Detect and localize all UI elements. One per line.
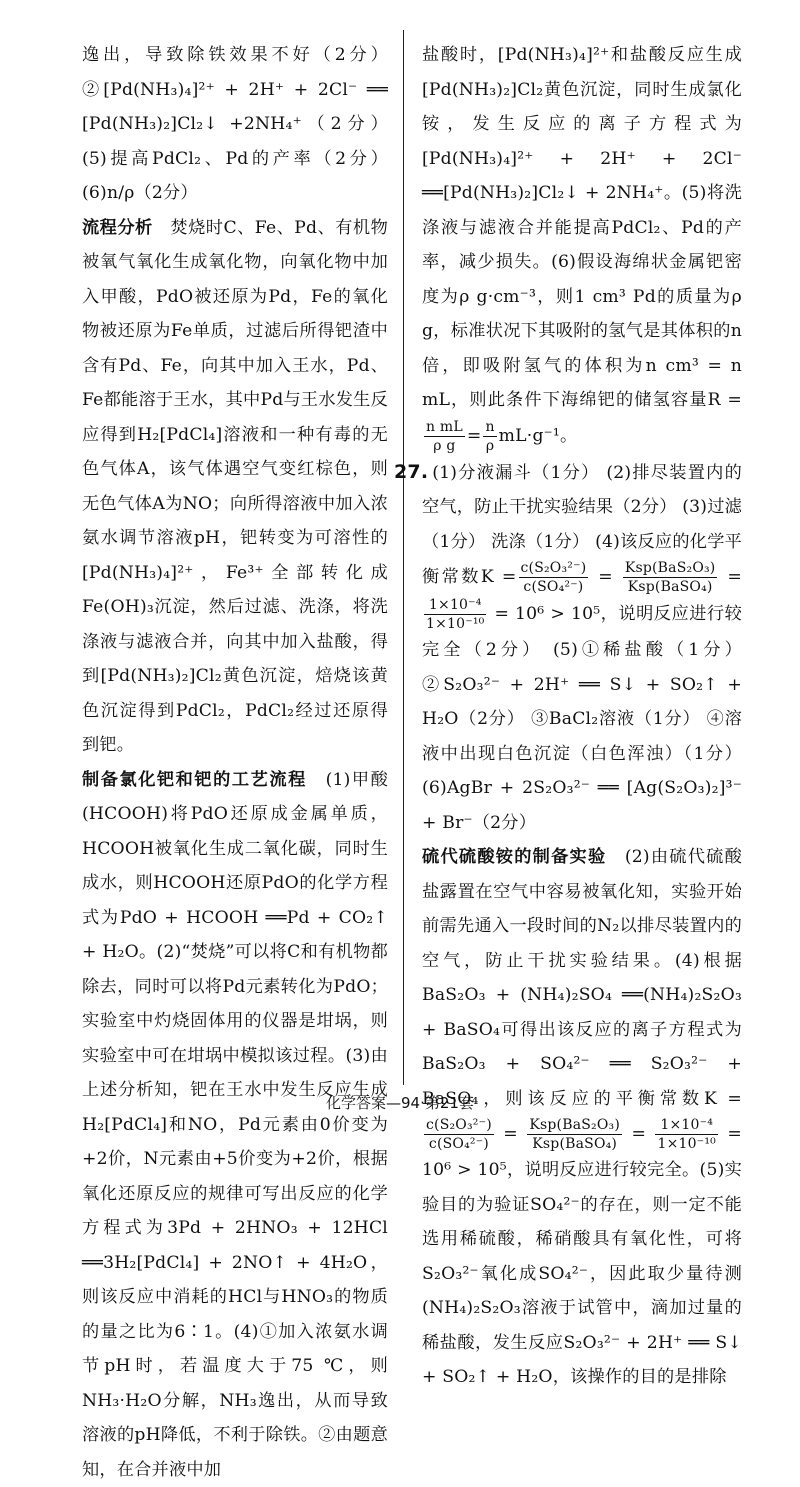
thiosulfate-heading: 硫代硫酸铵的制备实验 (422, 847, 606, 867)
answer-continuation: 逸出，导致除铁效果不好（2分） ②[Pd(NH₃)₄]²⁺ + 2H⁺ + 2Cl⁻ ══ [Pd(NH₃)₂]Cl₂↓ +2NH₄⁺（2分） (5)提高PdCl₂、Pd的产率（2分） (6)n/ρ（2分） (82, 38, 388, 211)
flow-analysis-heading: 流程分析 (82, 218, 153, 238)
flow-analysis-text: 焚烧时C、Fe、Pd、有机物被氧气氧化生成氧化物，向氧化物中加入甲酸，PdO被还原为Pd，Fe的氧化物被还原为Fe单质，过滤后所得钯渣中含有Pd、Fe，向其中加入王水，Pd、Fe都能溶于王水，其中Pd与王水发生反应得到H₂[PdCl₄]溶液和一种有毒的无色气体A，该气体遇空气变红棕色，则无色气体A为NO；向所得溶液中加入浓氨水调节溶液pH，钯转变为可溶性的[Pd(NH₃)₄]²⁺，Fe³⁺全部转化成Fe(OH)₃沉淀，然后过滤、洗涤，将洗涤液与滤液合并，向其中加入盐酸，得到[Pd(NH₃)₂]Cl₂黄色沉淀，焙烧该黄色沉淀得到PdCl₂，PdCl₂经过还原得到钯。 (82, 218, 388, 756)
process-paragraph (82, 763, 388, 1487)
fraction-numerator: 1×10⁻⁴ (424, 596, 486, 615)
thiosulfate-text-continued: = 10⁶ > 10⁵，说明反应进行较完全。(5)实验目的为验证SO₄²⁻的存在，则一定不能选用稀硫酸，稀硝酸具有氧化性，可将S₂O₃²⁻氧化成SO₄²⁻，因此取少量待测(NH₄)₂S₂O₃溶液于试管中，滴加过量的稀盐酸，发生反应S₂O₃²⁻ + 2H⁺ ══ S↓ + SO₂↑ + H₂O，该操作的目的是排除 (422, 1124, 742, 1387)
fraction-denominator: 1×10⁻¹⁰ (424, 615, 486, 633)
process-text: (1)甲酸(HCOOH)将PdO还原成金属单质，HCOOH被氧化生成二氧化碳，同时生成水，则HCOOH还原PdO的化学方程式为PdO + HCOOH ══Pd + CO₂↑ + H₂O。(2)“焚烧”可以将C和有机物都除去，同时可以将Pd元素转化为PdO；实验室中灼烧固体用的仪器是坩埚，则实验室中可在坩埚中模拟该过程。(3)由上述分析知，钯在王水中发生反应生成H₂[PdCl₄]和NO，Pd元素由0价变为+2价，N元素由+5价变为+2价，根据氧化还原反应的规律可写出反应的化学方程式为3Pd + 2HNO₃ + 12HCl ══3H₂[PdCl₄] + 2NO↑ + 4H₂O，则该反应中消耗的HCl与HNO₃的物质的量之比为6∶1。(4)①加入浓氨水调节pH时，若温度大于75 ℃，则NH₃·H₂O分解，NH₃逸出，从而导致溶液的pH降低，不利于除铁。②由题意知，在合并液中加 (82, 770, 388, 1480)
fraction-numerator: Ksp(BaS₂O₃) (623, 559, 718, 578)
fraction-denominator: 1×10⁻¹⁰ (655, 1135, 717, 1153)
unit-text: mL·g⁻¹。 (499, 426, 578, 446)
process-heading: 制备氯化钯和钯的工艺流程 (82, 770, 307, 790)
k-fraction-concentration (519, 559, 589, 596)
question-27-text-continued: = 10⁶ > 10⁵，说明反应进行较完全（2分） (5)①稀盐酸（1分） ②S₂O₃²⁻ + 2H⁺ ══ S↓ + SO₂↑ + H₂O（2分） ③BaCl₂溶液（1分） ④溶液中出现白色沉淀（白色浑浊）（1分） (6)AgBr + 2S₂O₃²⁻ ══ [Ag(S₂O₃)₂]³⁻ + Br⁻（2分） (422, 604, 742, 833)
capacity-fraction-2 (483, 418, 496, 455)
fraction-numerator: c(S₂O₃²⁻) (519, 559, 589, 578)
continuation-text: 盐酸时，[Pd(NH₃)₄]²⁺和盐酸反应生成[Pd(NH₃)₂]Cl₂黄色沉淀，同时生成氯化铵，发生反应的离子方程式为[Pd(NH₃)₄]²⁺ + 2H⁺ + 2Cl⁻ ══[Pd(NH₃)₂]Cl₂↓ + 2NH₄⁺。(5)将洗涤液与滤液合并能提高PdCl₂、Pd的产率，减少损失。(6)假设海绵状金属钯密度为ρ g·cm⁻³，则1 cm³ Pd的质量为ρ g，标准状况下其吸附的氢气是其体积的n倍，即吸附氢气的体积为n cm³ = n mL，则此条件下海绵钯的储氢容量R = (422, 45, 742, 410)
page-footer: 化学答案—94·第21套 (0, 1092, 800, 1113)
thiosulfate-text: (2)由硫代硫酸盐露置在空气中容易被氧化知，实验开始前需先通入一段时间的N₂以排尽装置内的空气，防止干扰实验结果。(4)根据BaS₂O₃ + (NH₄)₂SO₄ ══(NH₄)₂S₂O₃ + BaSO₄可得出该反应的离子方程式为BaS₂O₃ + SO₄²⁻ ══ S₂O₃²⁻ + BaSO₄，则该反应的平衡常数K = (422, 847, 742, 1109)
fraction-denominator: c(SO₄²⁻) (519, 578, 589, 596)
fraction-numerator: 1×10⁻⁴ (655, 1116, 717, 1135)
column-divider (403, 30, 404, 1085)
k-fraction-ksp (623, 559, 718, 596)
question-number: 27. (394, 461, 428, 483)
equals-sign: = (467, 426, 482, 446)
question-27: 27. (1)分液漏斗（1分） (2)排尽装置内的空气，防止干扰实验结果（2分） (3)过滤（1分） 洗涤（1分） (4)该反应的化学平衡常数K = $\frac{\text{c(S₂O₃²⁻)}}{\text{c(SO₄²⁻)}}$ = $\frac{\text{Ksp(BaS₂O₃)}}{\text{Ksp(BaSO₄)}}$ = $\frac{\text{1×10⁻⁴}}{\text{1×10⁻¹⁰}}$ = 10⁶ > 10⁵，说明反应进行较完全（2分） (5)①稀盐酸（1分） ②S₂O₃²⁻ + 2H⁺ ══ S↓ + SO₂↑ + H₂O（2分） ③BaCl₂溶液（1分） ④溶液中出现白色沉淀（白色浑浊）（1分） (6)AgBr + 2S₂O₃²⁻ ══ [Ag(S₂O₃)₂]³⁻ + Br⁻（2分） (422, 455, 742, 841)
left-column (82, 38, 388, 1487)
fraction-denominator: c(SO₄²⁻) (424, 1135, 494, 1153)
fraction-numerator: Ksp(BaS₂O₃) (527, 1116, 622, 1135)
right-continuation (422, 38, 742, 455)
fraction-numerator: c(S₂O₃²⁻) (424, 1116, 494, 1135)
right-column (422, 38, 742, 1395)
fraction-denominator: ρ (483, 437, 496, 455)
k-fraction-concentration-2 (424, 1116, 494, 1153)
fraction-numerator: n (483, 418, 496, 437)
question-27-text: (1)分液漏斗（1分） (2)排尽装置内的空气，防止干扰实验结果（2分） (3)过滤（1分） 洗涤（1分） (4)该反应的化学平衡常数K = (422, 463, 742, 588)
fraction-denominator: ρ g (424, 437, 465, 455)
fraction-numerator: n mL (424, 418, 465, 437)
capacity-fraction-1 (424, 418, 465, 455)
flow-analysis-paragraph (82, 211, 388, 763)
k-fraction-ksp-2 (527, 1116, 622, 1153)
k-fraction-values (424, 596, 486, 633)
fraction-denominator: Ksp(BaSO₄) (527, 1135, 622, 1153)
thiosulfate-paragraph: 硫代硫酸铵的制备实验 (2)由硫代硫酸盐露置在空气中容易被氧化知，实验开始前需先通入一段时间的N₂以排尽装置内的空气，防止干扰实验结果。(4)根据BaS₂O₃ + (NH₄)₂SO₄ ══(NH₄)₂S₂O₃ + BaSO₄可得出该反应的离子方程式为BaS₂O₃ + SO₄²⁻ ══ S₂O₃²⁻ + BaSO₄，则该反应的平衡常数K = $\frac{\text{c(S₂O₃²⁻)}}{\text{c(SO₄²⁻)}}$ = $\frac{\text{Ksp(BaS₂O₃)}}{\text{Ksp(BaSO₄)}}$ = $\frac{\text{1×10⁻⁴}}{\text{1×10⁻¹⁰}}$ = 10⁶ > 10⁵，说明反应进行较完全。(5)实验目的为验证SO₄²⁻的存在，则一定不能选用稀硫酸，稀硝酸具有氧化性，可将S₂O₃²⁻氧化成SO₄²⁻，因此取少量待测(NH₄)₂S₂O₃溶液于试管中，滴加过量的稀盐酸，发生反应S₂O₃²⁻ + 2H⁺ ══ S↓ + SO₂↑ + H₂O，该操作的目的是排除 (422, 840, 742, 1395)
fraction-denominator: Ksp(BaSO₄) (623, 578, 718, 596)
k-fraction-values-2 (655, 1116, 717, 1153)
